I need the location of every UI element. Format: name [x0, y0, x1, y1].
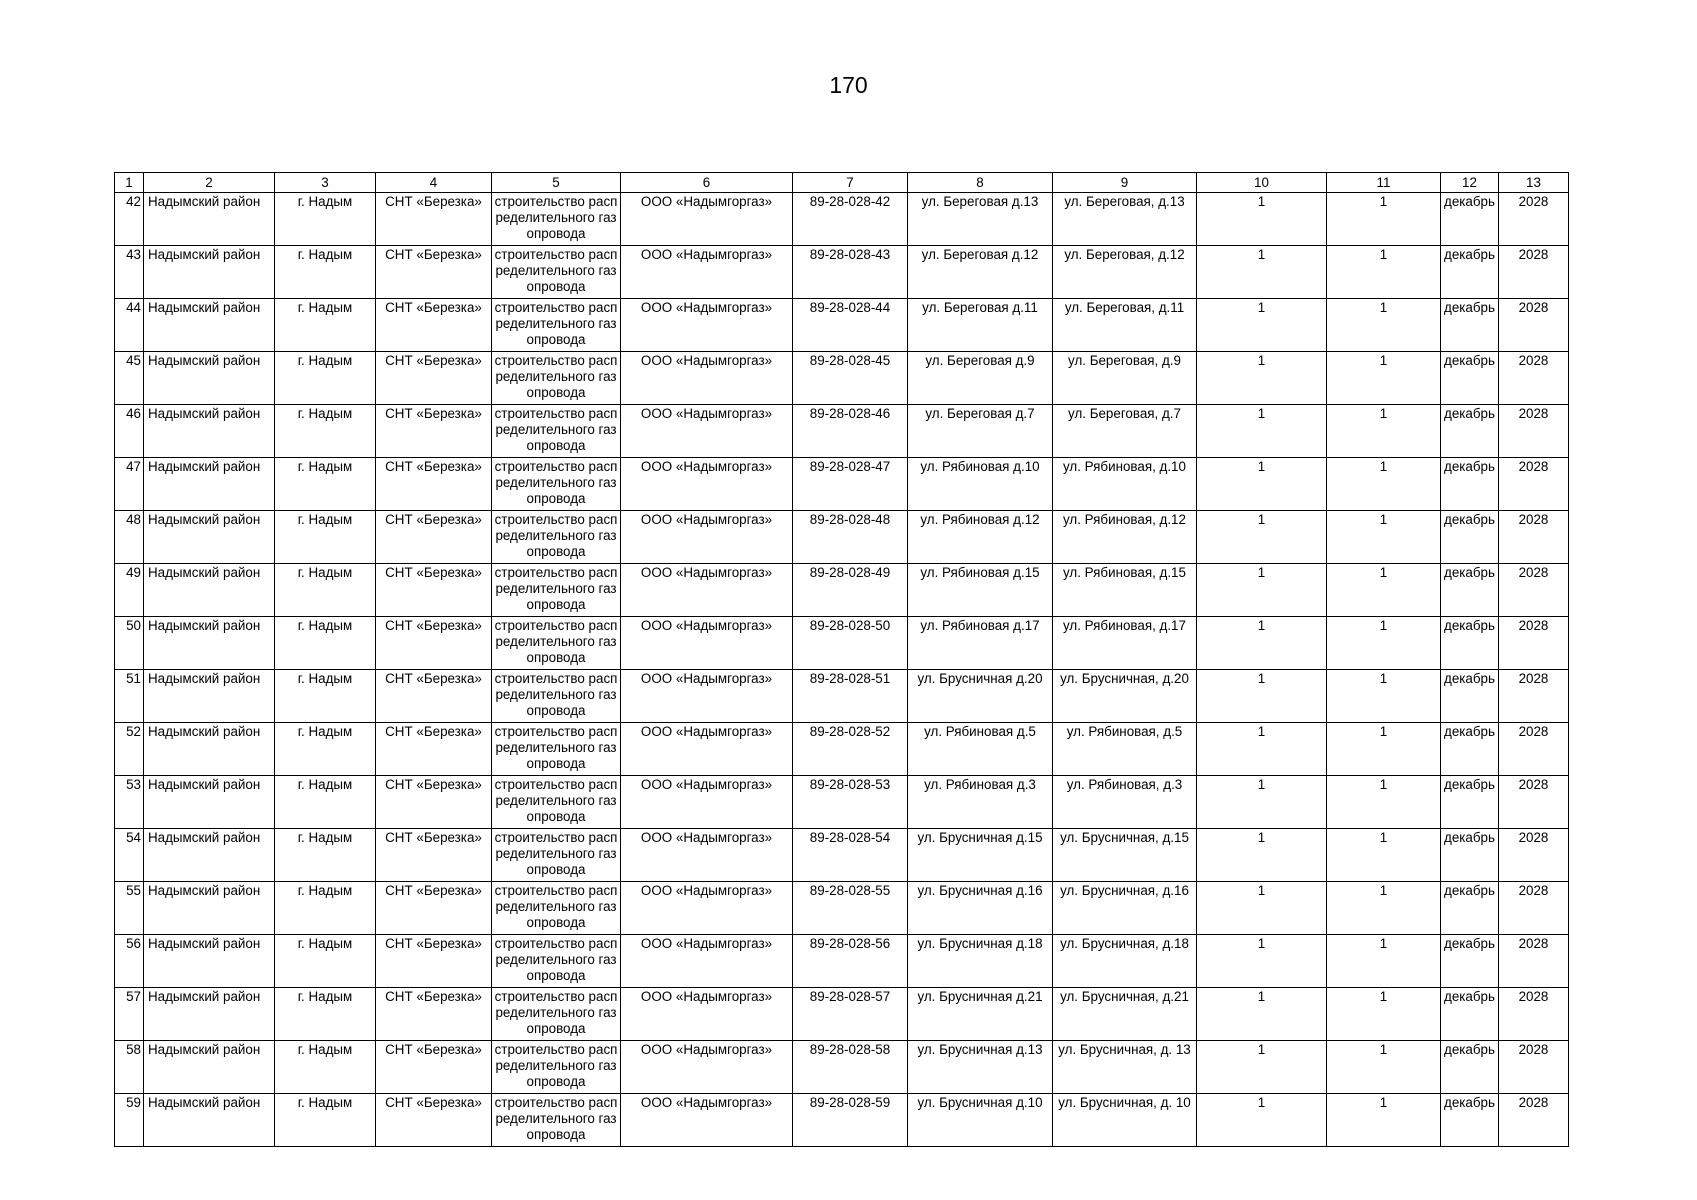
row-number: 50	[115, 617, 144, 670]
city-cell: г. Надым	[275, 352, 376, 405]
column-header: 11	[1327, 173, 1441, 193]
city-cell: г. Надым	[275, 1041, 376, 1094]
month-cell: декабрь	[1441, 246, 1499, 299]
count-cell: 1	[1327, 988, 1441, 1041]
work-type-cell: строительство распределительного газопровода	[492, 299, 621, 352]
count-cell: 1	[1327, 246, 1441, 299]
year-cell: 2028	[1499, 511, 1569, 564]
year-cell: 2028	[1499, 723, 1569, 776]
row-number: 44	[115, 299, 144, 352]
month-cell: декабрь	[1441, 882, 1499, 935]
year-cell: 2028	[1499, 617, 1569, 670]
organization-cell: ООО «Надымгоргаз»	[621, 1094, 793, 1147]
row-number: 56	[115, 935, 144, 988]
object-code-cell: 89-28-028-55	[793, 882, 908, 935]
work-type-cell: строительство распределительного газопровода	[492, 617, 621, 670]
address-cell: ул. Брусничная д.21	[908, 988, 1053, 1041]
data-table	[114, 172, 1569, 1147]
district-cell: Надымский район	[144, 670, 275, 723]
row-number: 58	[115, 1041, 144, 1094]
row-number: 42	[115, 193, 144, 246]
count-cell: 1	[1197, 670, 1327, 723]
count-cell: 1	[1327, 511, 1441, 564]
address-full-cell: ул. Рябиновая, д.17	[1053, 617, 1197, 670]
snt-cell: СНТ «Березка»	[376, 1041, 492, 1094]
district-cell: Надымский район	[144, 1094, 275, 1147]
object-code-cell: 89-28-028-47	[793, 458, 908, 511]
address-cell: ул. Береговая д.13	[908, 193, 1053, 246]
snt-cell: СНТ «Березка»	[376, 776, 492, 829]
district-cell: Надымский район	[144, 617, 275, 670]
snt-cell: СНТ «Березка»	[376, 511, 492, 564]
organization-cell: ООО «Надымгоргаз»	[621, 1041, 793, 1094]
district-cell: Надымский район	[144, 882, 275, 935]
table-row	[115, 776, 1569, 829]
count-cell: 1	[1197, 246, 1327, 299]
month-cell: декабрь	[1441, 617, 1499, 670]
work-type-cell: строительство распределительного газопровода	[492, 882, 621, 935]
object-code-cell: 89-28-028-58	[793, 1041, 908, 1094]
object-code-cell: 89-28-028-57	[793, 988, 908, 1041]
table-row	[115, 829, 1569, 882]
object-code-cell: 89-28-028-53	[793, 776, 908, 829]
organization-cell: ООО «Надымгоргаз»	[621, 564, 793, 617]
year-cell: 2028	[1499, 670, 1569, 723]
district-cell: Надымский район	[144, 564, 275, 617]
address-full-cell: ул. Рябиновая, д.12	[1053, 511, 1197, 564]
count-cell: 1	[1197, 1041, 1327, 1094]
organization-cell: ООО «Надымгоргаз»	[621, 670, 793, 723]
address-cell: ул. Рябиновая д.5	[908, 723, 1053, 776]
address-cell: ул. Рябиновая д.10	[908, 458, 1053, 511]
year-cell: 2028	[1499, 405, 1569, 458]
address-cell: ул. Брусничная д.18	[908, 935, 1053, 988]
city-cell: г. Надым	[275, 723, 376, 776]
table-row	[115, 564, 1569, 617]
organization-cell: ООО «Надымгоргаз»	[621, 723, 793, 776]
district-cell: Надымский район	[144, 829, 275, 882]
object-code-cell: 89-28-028-51	[793, 670, 908, 723]
address-full-cell: ул. Рябиновая, д.3	[1053, 776, 1197, 829]
district-cell: Надымский район	[144, 1041, 275, 1094]
address-full-cell: ул. Брусничная, д. 13	[1053, 1041, 1197, 1094]
address-cell: ул. Брусничная д.20	[908, 670, 1053, 723]
table-row	[115, 458, 1569, 511]
count-cell: 1	[1197, 617, 1327, 670]
count-cell: 1	[1197, 882, 1327, 935]
address-full-cell: ул. Рябиновая, д.10	[1053, 458, 1197, 511]
city-cell: г. Надым	[275, 564, 376, 617]
snt-cell: СНТ «Березка»	[376, 617, 492, 670]
row-number: 59	[115, 1094, 144, 1147]
district-cell: Надымский район	[144, 458, 275, 511]
year-cell: 2028	[1499, 935, 1569, 988]
header-row	[115, 173, 1569, 193]
organization-cell: ООО «Надымгоргаз»	[621, 299, 793, 352]
address-full-cell: ул. Береговая, д.11	[1053, 299, 1197, 352]
city-cell: г. Надым	[275, 617, 376, 670]
city-cell: г. Надым	[275, 776, 376, 829]
count-cell: 1	[1327, 670, 1441, 723]
row-number: 48	[115, 511, 144, 564]
organization-cell: ООО «Надымгоргаз»	[621, 193, 793, 246]
work-type-cell: строительство распределительного газопровода	[492, 405, 621, 458]
year-cell: 2028	[1499, 246, 1569, 299]
table-row	[115, 246, 1569, 299]
month-cell: декабрь	[1441, 458, 1499, 511]
month-cell: декабрь	[1441, 988, 1499, 1041]
object-code-cell: 89-28-028-59	[793, 1094, 908, 1147]
count-cell: 1	[1197, 935, 1327, 988]
row-number: 54	[115, 829, 144, 882]
count-cell: 1	[1197, 405, 1327, 458]
address-cell: ул. Береговая д.12	[908, 246, 1053, 299]
address-cell: ул. Береговая д.11	[908, 299, 1053, 352]
row-number: 51	[115, 670, 144, 723]
count-cell: 1	[1197, 352, 1327, 405]
month-cell: декабрь	[1441, 511, 1499, 564]
count-cell: 1	[1197, 299, 1327, 352]
row-number: 49	[115, 564, 144, 617]
snt-cell: СНТ «Березка»	[376, 829, 492, 882]
month-cell: декабрь	[1441, 1094, 1499, 1147]
snt-cell: СНТ «Березка»	[376, 935, 492, 988]
column-header: 5	[492, 173, 621, 193]
count-cell: 1	[1197, 458, 1327, 511]
count-cell: 1	[1327, 193, 1441, 246]
work-type-cell: строительство распределительного газопровода	[492, 829, 621, 882]
district-cell: Надымский район	[144, 723, 275, 776]
row-number: 43	[115, 246, 144, 299]
count-cell: 1	[1197, 988, 1327, 1041]
count-cell: 1	[1197, 829, 1327, 882]
city-cell: г. Надым	[275, 299, 376, 352]
work-type-cell: строительство распределительного газопровода	[492, 511, 621, 564]
month-cell: декабрь	[1441, 405, 1499, 458]
work-type-cell: строительство распределительного газопровода	[492, 564, 621, 617]
address-full-cell: ул. Брусничная, д.15	[1053, 829, 1197, 882]
work-type-cell: строительство распределительного газопровода	[492, 723, 621, 776]
organization-cell: ООО «Надымгоргаз»	[621, 511, 793, 564]
organization-cell: ООО «Надымгоргаз»	[621, 988, 793, 1041]
table-row	[115, 1041, 1569, 1094]
count-cell: 1	[1327, 1041, 1441, 1094]
count-cell: 1	[1327, 405, 1441, 458]
organization-cell: ООО «Надымгоргаз»	[621, 935, 793, 988]
month-cell: декабрь	[1441, 193, 1499, 246]
district-cell: Надымский район	[144, 988, 275, 1041]
city-cell: г. Надым	[275, 882, 376, 935]
object-code-cell: 89-28-028-54	[793, 829, 908, 882]
month-cell: декабрь	[1441, 829, 1499, 882]
address-full-cell: ул. Рябиновая, д.15	[1053, 564, 1197, 617]
organization-cell: ООО «Надымгоргаз»	[621, 458, 793, 511]
address-full-cell: ул. Брусничная, д. 10	[1053, 1094, 1197, 1147]
count-cell: 1	[1327, 617, 1441, 670]
count-cell: 1	[1327, 829, 1441, 882]
count-cell: 1	[1197, 1094, 1327, 1147]
address-cell: ул. Рябиновая д.17	[908, 617, 1053, 670]
column-header: 8	[908, 173, 1053, 193]
column-header: 10	[1197, 173, 1327, 193]
object-code-cell: 89-28-028-50	[793, 617, 908, 670]
year-cell: 2028	[1499, 299, 1569, 352]
snt-cell: СНТ «Березка»	[376, 988, 492, 1041]
object-code-cell: 89-28-028-46	[793, 405, 908, 458]
row-number: 45	[115, 352, 144, 405]
organization-cell: ООО «Надымгоргаз»	[621, 829, 793, 882]
organization-cell: ООО «Надымгоргаз»	[621, 246, 793, 299]
count-cell: 1	[1197, 511, 1327, 564]
month-cell: декабрь	[1441, 723, 1499, 776]
organization-cell: ООО «Надымгоргаз»	[621, 882, 793, 935]
count-cell: 1	[1197, 564, 1327, 617]
snt-cell: СНТ «Березка»	[376, 193, 492, 246]
organization-cell: ООО «Надымгоргаз»	[621, 776, 793, 829]
address-cell: ул. Брусничная д.16	[908, 882, 1053, 935]
page-number: 170	[829, 72, 868, 98]
snt-cell: СНТ «Березка»	[376, 1094, 492, 1147]
month-cell: декабрь	[1441, 776, 1499, 829]
year-cell: 2028	[1499, 458, 1569, 511]
table-row	[115, 617, 1569, 670]
city-cell: г. Надым	[275, 193, 376, 246]
district-cell: Надымский район	[144, 246, 275, 299]
district-cell: Надымский район	[144, 352, 275, 405]
object-code-cell: 89-28-028-42	[793, 193, 908, 246]
year-cell: 2028	[1499, 882, 1569, 935]
snt-cell: СНТ «Березка»	[376, 723, 492, 776]
address-cell: ул. Береговая д.7	[908, 405, 1053, 458]
city-cell: г. Надым	[275, 988, 376, 1041]
table-row	[115, 352, 1569, 405]
snt-cell: СНТ «Березка»	[376, 882, 492, 935]
year-cell: 2028	[1499, 193, 1569, 246]
year-cell: 2028	[1499, 1041, 1569, 1094]
row-number: 52	[115, 723, 144, 776]
address-cell: ул. Рябиновая д.15	[908, 564, 1053, 617]
table-row	[115, 193, 1569, 246]
year-cell: 2028	[1499, 1094, 1569, 1147]
count-cell: 1	[1327, 723, 1441, 776]
work-type-cell: строительство распределительного газопровода	[492, 776, 621, 829]
count-cell: 1	[1197, 193, 1327, 246]
district-cell: Надымский район	[144, 776, 275, 829]
district-cell: Надымский район	[144, 193, 275, 246]
organization-cell: ООО «Надымгоргаз»	[621, 405, 793, 458]
table-row	[115, 511, 1569, 564]
work-type-cell: строительство распределительного газопровода	[492, 246, 621, 299]
work-type-cell: строительство распределительного газопровода	[492, 935, 621, 988]
city-cell: г. Надым	[275, 670, 376, 723]
city-cell: г. Надым	[275, 458, 376, 511]
address-full-cell: ул. Брусничная, д.20	[1053, 670, 1197, 723]
work-type-cell: строительство распределительного газопровода	[492, 193, 621, 246]
object-code-cell: 89-28-028-45	[793, 352, 908, 405]
count-cell: 1	[1327, 299, 1441, 352]
row-number: 53	[115, 776, 144, 829]
column-header: 2	[144, 173, 275, 193]
city-cell: г. Надым	[275, 246, 376, 299]
table-body	[115, 193, 1569, 1147]
year-cell: 2028	[1499, 776, 1569, 829]
year-cell: 2028	[1499, 564, 1569, 617]
count-cell: 1	[1197, 723, 1327, 776]
column-header: 12	[1441, 173, 1499, 193]
column-header: 13	[1499, 173, 1569, 193]
snt-cell: СНТ «Березка»	[376, 670, 492, 723]
object-code-cell: 89-28-028-52	[793, 723, 908, 776]
address-full-cell: ул. Брусничная, д.18	[1053, 935, 1197, 988]
table-row	[115, 299, 1569, 352]
address-cell: ул. Береговая д.9	[908, 352, 1053, 405]
address-full-cell: ул. Береговая, д.12	[1053, 246, 1197, 299]
city-cell: г. Надым	[275, 511, 376, 564]
count-cell: 1	[1327, 564, 1441, 617]
snt-cell: СНТ «Березка»	[376, 246, 492, 299]
month-cell: декабрь	[1441, 352, 1499, 405]
column-header: 9	[1053, 173, 1197, 193]
address-cell: ул. Рябиновая д.12	[908, 511, 1053, 564]
count-cell: 1	[1327, 935, 1441, 988]
address-full-cell: ул. Рябиновая, д.5	[1053, 723, 1197, 776]
table-row	[115, 723, 1569, 776]
address-full-cell: ул. Береговая, д.9	[1053, 352, 1197, 405]
month-cell: декабрь	[1441, 299, 1499, 352]
count-cell: 1	[1327, 458, 1441, 511]
column-header: 1	[115, 173, 144, 193]
row-number: 47	[115, 458, 144, 511]
work-type-cell: строительство распределительного газопровода	[492, 352, 621, 405]
count-cell: 1	[1327, 352, 1441, 405]
snt-cell: СНТ «Березка»	[376, 564, 492, 617]
table-row	[115, 935, 1569, 988]
address-cell: ул. Брусничная д.13	[908, 1041, 1053, 1094]
count-cell: 1	[1327, 1094, 1441, 1147]
table-row	[115, 670, 1569, 723]
year-cell: 2028	[1499, 352, 1569, 405]
city-cell: г. Надым	[275, 405, 376, 458]
district-cell: Надымский район	[144, 935, 275, 988]
work-type-cell: строительство распределительного газопровода	[492, 458, 621, 511]
column-header: 4	[376, 173, 492, 193]
row-number: 57	[115, 988, 144, 1041]
month-cell: декабрь	[1441, 670, 1499, 723]
snt-cell: СНТ «Березка»	[376, 299, 492, 352]
column-header: 3	[275, 173, 376, 193]
address-full-cell: ул. Брусничная, д.16	[1053, 882, 1197, 935]
address-cell: ул. Брусничная д.10	[908, 1094, 1053, 1147]
district-cell: Надымский район	[144, 299, 275, 352]
work-type-cell: строительство распределительного газопровода	[492, 988, 621, 1041]
snt-cell: СНТ «Березка»	[376, 352, 492, 405]
table-row	[115, 882, 1569, 935]
month-cell: декабрь	[1441, 564, 1499, 617]
column-header: 7	[793, 173, 908, 193]
column-header: 6	[621, 173, 793, 193]
object-code-cell: 89-28-028-44	[793, 299, 908, 352]
district-cell: Надымский район	[144, 405, 275, 458]
count-cell: 1	[1197, 776, 1327, 829]
address-full-cell: ул. Береговая, д.13	[1053, 193, 1197, 246]
year-cell: 2028	[1499, 829, 1569, 882]
month-cell: декабрь	[1441, 935, 1499, 988]
table-row	[115, 988, 1569, 1041]
work-type-cell: строительство распределительного газопровода	[492, 1094, 621, 1147]
address-full-cell: ул. Береговая, д.7	[1053, 405, 1197, 458]
year-cell: 2028	[1499, 988, 1569, 1041]
table-row	[115, 405, 1569, 458]
table-row	[115, 1094, 1569, 1147]
object-code-cell: 89-28-028-56	[793, 935, 908, 988]
object-code-cell: 89-28-028-48	[793, 511, 908, 564]
month-cell: декабрь	[1441, 1041, 1499, 1094]
object-code-cell: 89-28-028-49	[793, 564, 908, 617]
object-code-cell: 89-28-028-43	[793, 246, 908, 299]
work-type-cell: строительство распределительного газопровода	[492, 1041, 621, 1094]
address-cell: ул. Рябиновая д.3	[908, 776, 1053, 829]
city-cell: г. Надым	[275, 1094, 376, 1147]
organization-cell: ООО «Надымгоргаз»	[621, 352, 793, 405]
row-number: 46	[115, 405, 144, 458]
address-full-cell: ул. Брусничная, д.21	[1053, 988, 1197, 1041]
city-cell: г. Надым	[275, 935, 376, 988]
organization-cell: ООО «Надымгоргаз»	[621, 617, 793, 670]
snt-cell: СНТ «Березка»	[376, 458, 492, 511]
row-number: 55	[115, 882, 144, 935]
count-cell: 1	[1327, 882, 1441, 935]
work-type-cell: строительство распределительного газопровода	[492, 670, 621, 723]
snt-cell: СНТ «Березка»	[376, 405, 492, 458]
city-cell: г. Надым	[275, 829, 376, 882]
count-cell: 1	[1327, 776, 1441, 829]
district-cell: Надымский район	[144, 511, 275, 564]
address-cell: ул. Брусничная д.15	[908, 829, 1053, 882]
